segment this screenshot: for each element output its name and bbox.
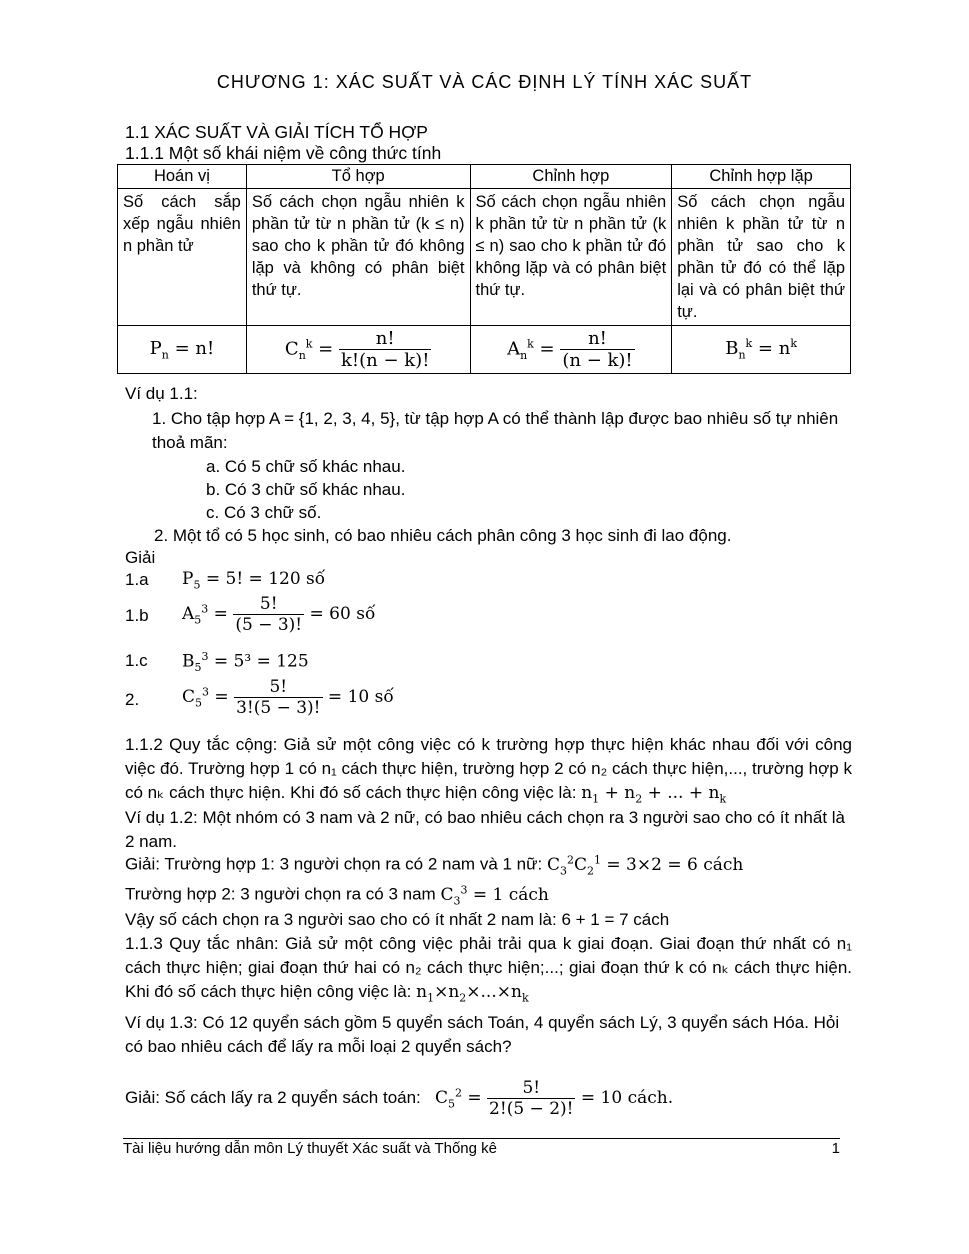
section-1-1-3-multiplication-rule: 1.1.3 Quy tắc nhân: Giả sử một công việc phải trải qua k giai đoạn. Giai đoạn thứ nhất có n₁ cách thực hiện; giai đoạn thứ hai có n₂ cách thực hiện;...; giai đoạn thứ k có nₖ cách thực hiện. Khi đó số cách thực hiện công việc là: $n_1\times n_2\times...\times n_k$: [125, 934, 852, 1005]
desc-permutation: Số cách sắp xếp ngẫu nhiên n phần tử: [118, 189, 247, 326]
solution-2-formula: $C_5^3$ = $\frac{5!}{3!(5 - 3)!}$ = 10 số: [182, 677, 394, 718]
section-1-1-1-heading: 1.1.1 Một số khái niệm về công thức tính: [125, 143, 442, 163]
section-1-1-heading: 1.1 XÁC SUẤT VÀ GIẢI TÍCH TỔ HỢP: [125, 122, 428, 142]
header-arrangement-repetition: Chỉnh hợp lặp: [672, 165, 851, 189]
header-arrangement: Chỉnh hợp: [470, 165, 672, 189]
example-1-2-case-2: Trường hợp 2: 3 người chọn ra có 3 nam $C_3^3 = 1$ cách: [125, 883, 549, 908]
example-1-1-question-1: 1. Cho tập hợp A = {1, 2, 3, 4, 5}, từ tập hợp A có thể thành lập được bao nhiêu số tự nhiên thoả mãn:: [152, 409, 839, 452]
solution-1c-formula: $B_5^3 = 5^3 = 125$: [182, 650, 309, 675]
section-1-1-2-addition-rule: 1.1.2 Quy tắc cộng: Giả sử một công việc có k trường hợp thực hiện khác nhau đối với công việc đó. Trường hợp 1 có n₁ cách thực hiện, trường hợp 2 có n₂ cách thực hiện,..., trường hợp k có nₖ cách thực hiện. Khi đó số cách thực hiện công việc là: $n_1 + n_2$ + ... + $n_k$: [125, 735, 852, 806]
example-1-3-solution: Giải: Số cách lấy ra 2 quyển sách toán: $C_5^2$ = $\frac{5!}{2!(5 - 2)!}$ = 10 cách.: [125, 1078, 674, 1119]
footer-divider: [123, 1138, 840, 1139]
solution-1b-label: 1.b: [125, 606, 149, 625]
formula-arrangement-repetition: $B_n^k = n^k$: [672, 326, 851, 374]
desc-combination: Số cách chọn ngẫu nhiên k phần tử từ n phần tử (k ≤ n) sao cho k phần tử đó không lặp và không có phân biệt thứ tự.: [246, 189, 470, 326]
header-combination: Tổ hợp: [246, 165, 470, 189]
page-number: 1: [831, 1140, 840, 1157]
example-1-1-q1c: c. Có 3 chữ số.: [206, 503, 322, 522]
formula-arrangement: $A_n^k$ = $\frac{n!}{(n - k)!}$: [470, 326, 672, 374]
example-1-1-q1a: a. Có 5 chữ số khác nhau.: [206, 457, 406, 476]
desc-arrangement: Số cách chọn ngẫu nhiên k phần tử từ n phần tử (k ≤ n) sao cho k phần tử đó không lặp và có phân biệt thứ tự.: [470, 189, 672, 326]
example-1-2-question: Ví dụ 1.2: Một nhóm có 3 nam và 2 nữ, có bao nhiêu cách chọn ra 3 người sao cho có ít nhất là 2 nam.: [125, 808, 846, 851]
example-1-1-q1b: b. Có 3 chữ số khác nhau.: [206, 480, 406, 499]
example-1-1-question-2: 2. Một tổ có 5 học sinh, có bao nhiêu cách phân công 3 học sinh đi lao động.: [154, 526, 732, 545]
definitions-table: [117, 164, 851, 374]
footer-text: Tài liệu hướng dẫn môn Lý thuyết Xác suất và Thống kê: [123, 1140, 497, 1157]
example-1-2-case-1: Giải: Trường hợp 1: 3 người chọn ra có 2 nam và 1 nữ: $C_3^2C_2^1 = 3\times 2 = 6$ cách: [125, 853, 744, 878]
header-permutation: Hoán vị: [118, 165, 247, 189]
solution-1a-formula: $P_5 = 5$! = 120 số: [182, 569, 326, 592]
solution-1c-label: 1.c: [125, 651, 148, 670]
formula-combination: $C_n^k$ = $\frac{n!}{k!(n - k)!}$: [246, 326, 470, 374]
example-1-2-conclusion: Vậy số cách chọn ra 3 người sao cho có ít nhất 2 nam là: 6 + 1 = 7 cách: [125, 910, 670, 929]
footer: [123, 1140, 840, 1157]
example-1-1-label: Ví dụ 1.1:: [125, 384, 198, 403]
desc-arrangement-repetition: Số cách chọn ngẫu nhiên k phần tử từ n phần tử sao cho k phần tử đó có thể lặp lại và có phân biệt thứ tự.: [672, 189, 851, 326]
solution-2-label: 2.: [125, 690, 140, 709]
example-1-3-question: Ví dụ 1.3: Có 12 quyển sách gồm 5 quyển sách Toán, 4 quyển sách Lý, 3 quyển sách Hóa. Hỏi có bao nhiêu cách để lấy ra mỗi loại 2 quyển sách?: [125, 1013, 840, 1056]
chapter-title: CHƯƠNG 1: XÁC SUẤT VÀ CÁC ĐỊNH LÝ TÍNH XÁC SUẤT: [216, 72, 753, 92]
solution-1b-formula: $A_5^3$ = $\frac{5!}{(5 - 3)!}$ = 60 số: [182, 594, 376, 635]
solution-1a-label: 1.a: [125, 570, 149, 589]
formula-permutation: $P_n = n$!: [118, 326, 247, 374]
solution-label: Giải: [125, 548, 156, 567]
